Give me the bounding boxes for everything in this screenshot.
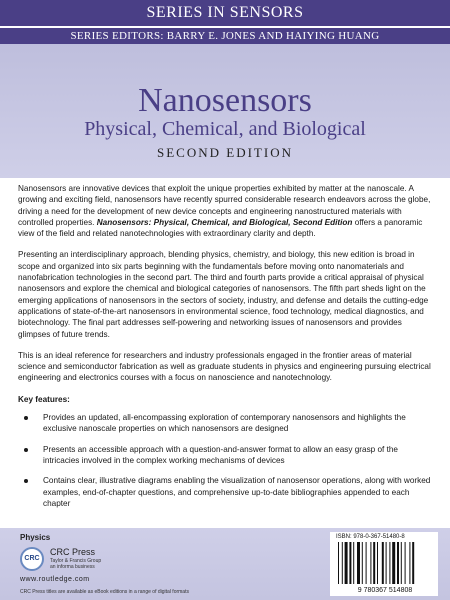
isbn-label: ISBN: 978-0-367-51480-8 [336, 534, 405, 540]
barcode-bar [392, 542, 395, 584]
bullet-icon [24, 448, 28, 452]
description-paragraph-1 [18, 183, 436, 239]
feature-text: Contains clear, illustrative diagrams enabling the visualization of nanosensor operations, along with worked examples, end-of-chapter questions, and comprehensive up-to-date bibliographies appended to each chapter [43, 476, 431, 508]
subject-category: Physics [20, 533, 51, 542]
ebook-note: CRC Press titles are available as eBook editions in a range of digital formats [20, 589, 189, 595]
barcode-bar [397, 542, 399, 584]
publisher-business: an informa business [50, 564, 95, 570]
barcode-bar [366, 542, 367, 584]
barcode-bar [353, 542, 354, 584]
feature-item [18, 475, 436, 509]
feature-item [18, 444, 436, 467]
barcode-bar [405, 542, 406, 584]
barcode-bar [362, 542, 363, 584]
barcode-bar [401, 542, 402, 584]
description-body [18, 183, 436, 518]
crc-logo-icon: CRC [20, 547, 44, 571]
barcode-bar [412, 542, 414, 584]
series-editors: SERIES EDITORS: BARRY E. JONES AND HAIYING HUANG [70, 30, 380, 42]
bullet-icon [24, 416, 28, 420]
book-subtitle: Physical, Chemical, and Biological [84, 118, 366, 140]
paragraph-text: Nanosensors are innovative devices that exploit the unique properties exhibited by matter at the nanoscale. A growing and exciting field, nanosensors have recently spurred considerable research endeavors across the globe, driving a need for the development of new device concepts and engineering nanostructured materials with controlled properties. [18, 184, 431, 227]
barcode-bar [386, 542, 387, 584]
barcode-bar [357, 542, 360, 584]
description-paragraph-2: Presenting an interdisciplinary approach, blending physics, chemistry, and biology, this new edition is broad in scope and organized into six parts beginning with the fundamentals before moving onto nanomaterials and nanofabrication technologies in the second part. The third and fourth parts provide a critical appraisal of physical nanosensors and explore the chemical and biological categories of nanosensors. The fifth part sheds light on the emerging applications of nanosensors in the sectors of society, industry, and defense and details the cutting-edge applications of state-of-the-art nanosensors in environmental science, food technology, medical diagnostics, and biotechnology. The final part addresses self-powering and networking issues of nanosensors and provides glimpses of future trends. [18, 250, 429, 339]
barcode-icon [336, 542, 434, 594]
barcode-bar [389, 542, 390, 584]
publisher-group: Taylor & Francis Group [50, 558, 102, 564]
feature-text: Presents an accessible approach with a question-and-answer format to allow an easy grasp of the intricacies involved in the complex working mechanisms of devices [43, 444, 398, 465]
barcode-bar [377, 542, 378, 584]
series-divider [0, 26, 450, 28]
bullet-icon [24, 479, 28, 483]
barcode-bar [345, 542, 348, 584]
barcode-number: 9 780367 514808 [357, 587, 413, 594]
barcode-bar [373, 542, 375, 584]
barcode-bar [349, 542, 351, 584]
book-title: Nanosensors [138, 82, 312, 119]
key-features-list [18, 412, 436, 509]
feature-text: Provides an updated, all-encompassing exploration of contemporary nanosensors and highlights the exclusive nanoscale properties on which nanosensors are designed [43, 413, 406, 434]
feature-item [18, 412, 436, 435]
book-title-italic: Nanosensors: Physical, Chemical, and Biological, Second Edition [96, 217, 353, 227]
paragraph-text: offers a panoramic view of the field and related nanotechnologies with extraordinary clarity and depth. [18, 217, 423, 239]
barcode-bar [342, 542, 343, 584]
book-edition: SECOND EDITION [157, 145, 293, 160]
barcode-bar [338, 542, 339, 584]
barcode-bar [370, 542, 371, 584]
barcode-bar [409, 542, 410, 584]
key-features-heading: Key features: [18, 394, 70, 404]
series-title: SERIES IN SENSORS [146, 4, 304, 21]
barcode-bar [382, 542, 384, 584]
publisher-website[interactable]: www.routledge.com [20, 576, 90, 583]
publisher-name: CRC Press [50, 547, 96, 557]
description-paragraph-3: This is an ideal reference for researchers and industry professionals engaged in the frontier areas of material science and semiconductor fabrication as well as graduate students in physics and engineering pursuing electrical engineering and electronics courses with a focus on nanoscience and nanotechnology. [18, 350, 431, 383]
